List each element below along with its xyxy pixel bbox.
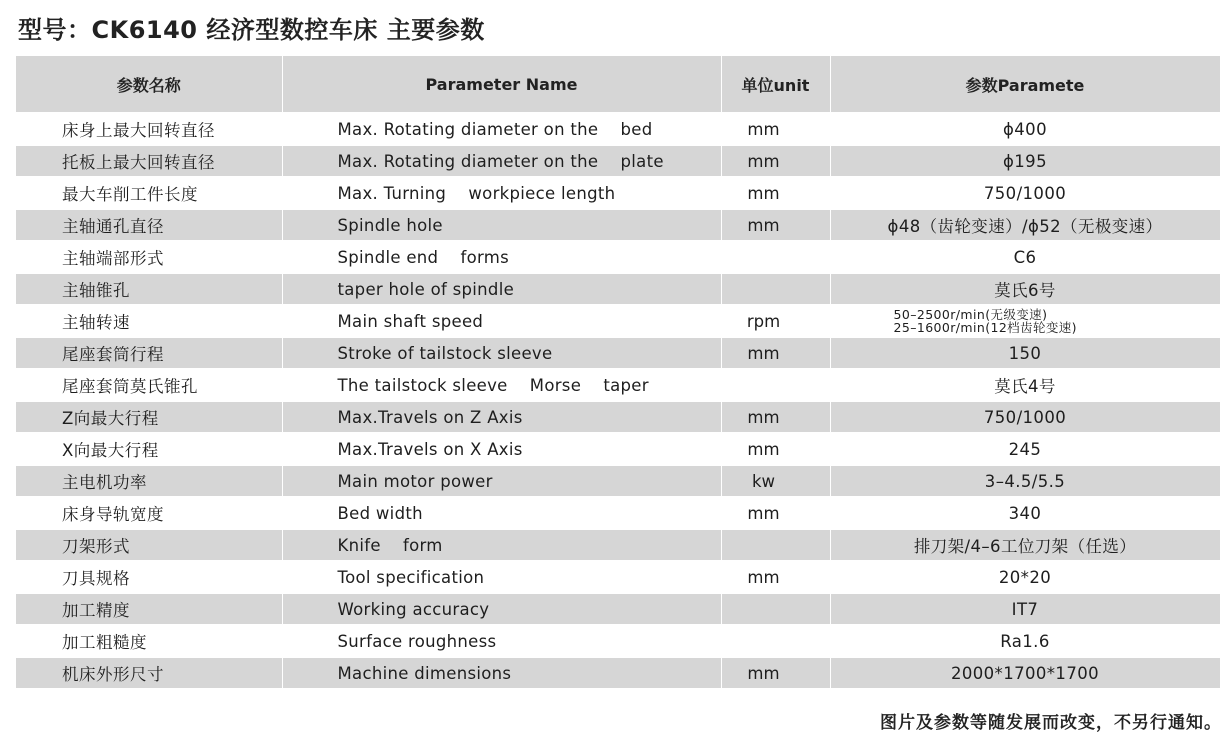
- param-name-cn: 刀具规格: [16, 561, 282, 593]
- param-name-en: Max. Rotating diameter on the bed: [282, 113, 721, 145]
- header-en-name: Parameter Name: [282, 56, 721, 113]
- param-name-en: Bed width: [282, 497, 721, 529]
- param-value-line: 25–1600r/min(12档齿轮变速): [893, 320, 1077, 335]
- param-unit: mm: [721, 337, 830, 369]
- param-name-en: Max. Rotating diameter on the plate: [282, 145, 721, 177]
- param-name-cn: 主轴转速: [16, 305, 282, 337]
- param-name-cn: X向最大行程: [16, 433, 282, 465]
- param-name-cn: 托板上最大回转直径: [16, 145, 282, 177]
- param-unit: mm: [721, 497, 830, 529]
- param-name-cn: 主轴锥孔: [16, 273, 282, 305]
- header-value: 参数Paramete: [830, 56, 1220, 113]
- param-unit: mm: [721, 561, 830, 593]
- param-name-cn: 最大车削工件长度: [16, 177, 282, 209]
- table-row: [16, 593, 1220, 625]
- param-name-cn: 加工精度: [16, 593, 282, 625]
- param-value: 莫氏4号: [830, 369, 1220, 401]
- param-unit: mm: [721, 433, 830, 465]
- param-name-en: Machine dimensions: [282, 657, 721, 689]
- param-name-en: Surface roughness: [282, 625, 721, 657]
- param-name-en: Max. Turning workpiece length: [282, 177, 721, 209]
- param-value: Ra1.6: [830, 625, 1220, 657]
- param-name-cn: 机床外形尺寸: [16, 657, 282, 689]
- param-value: ϕ48（齿轮变速）/ϕ52（无极变速）: [830, 209, 1220, 241]
- param-name-cn: Z向最大行程: [16, 401, 282, 433]
- table-row: [16, 369, 1220, 401]
- param-name-en: taper hole of spindle: [282, 273, 721, 305]
- table-row: [16, 465, 1220, 497]
- param-unit: mm: [721, 657, 830, 689]
- param-unit: mm: [721, 177, 830, 209]
- table-row: [16, 657, 1220, 689]
- table-row: [16, 177, 1220, 209]
- param-value: 20*20: [830, 561, 1220, 593]
- param-value: 排刀架/4–6工位刀架（任选）: [830, 529, 1220, 561]
- param-name-en: Max.Travels on Z Axis: [282, 401, 721, 433]
- table-row: [16, 433, 1220, 465]
- param-name-en: The tailstock sleeve Morse taper: [282, 369, 721, 401]
- param-name-en: Knife form: [282, 529, 721, 561]
- param-name-cn: 尾座套筒行程: [16, 337, 282, 369]
- spec-table: [16, 56, 1221, 690]
- param-unit: mm: [721, 145, 830, 177]
- param-name-cn: 主轴端部形式: [16, 241, 282, 273]
- table-row: [16, 497, 1220, 529]
- param-unit: mm: [721, 113, 830, 145]
- param-unit: [721, 529, 830, 561]
- param-unit: mm: [721, 401, 830, 433]
- param-name-cn: 尾座套筒莫氏锥孔: [16, 369, 282, 401]
- param-name-cn: 主轴通孔直径: [16, 209, 282, 241]
- param-value: IT7: [830, 593, 1220, 625]
- table-header-row: [16, 56, 1220, 113]
- param-value: 3–4.5/5.5: [830, 465, 1220, 497]
- param-name-cn: 主电机功率: [16, 465, 282, 497]
- param-unit: rpm: [721, 305, 830, 337]
- param-name-cn: 床身导轨宽度: [16, 497, 282, 529]
- param-name-en: Main motor power: [282, 465, 721, 497]
- table-row: [16, 209, 1220, 241]
- header-cn-name: 参数名称: [16, 56, 282, 113]
- param-unit: [721, 241, 830, 273]
- param-name-en: Working accuracy: [282, 593, 721, 625]
- table-row: [16, 305, 1220, 337]
- spec-table-body: [16, 113, 1220, 689]
- page-title: 型号：CK6140 经济型数控车床 主要参数: [18, 16, 485, 44]
- table-row: [16, 241, 1220, 273]
- param-name-en: Tool specification: [282, 561, 721, 593]
- param-unit: [721, 593, 830, 625]
- param-name-en: Max.Travels on X Axis: [282, 433, 721, 465]
- table-row: [16, 273, 1220, 305]
- param-unit: mm: [721, 209, 830, 241]
- param-unit: [721, 625, 830, 657]
- footnote: 图片及参数等随发展而改变，不另行通知。: [880, 713, 1222, 733]
- param-value: 2000*1700*1700: [830, 657, 1220, 689]
- param-unit: kw: [721, 465, 830, 497]
- param-unit: [721, 369, 830, 401]
- param-value: 莫氏6号: [830, 273, 1220, 305]
- table-row: [16, 113, 1220, 145]
- param-name-en: Spindle end forms: [282, 241, 721, 273]
- param-value: 150: [830, 337, 1220, 369]
- table-row: [16, 145, 1220, 177]
- param-name-en: Spindle hole: [282, 209, 721, 241]
- table-row: [16, 561, 1220, 593]
- table-row: [16, 625, 1220, 657]
- table-row: [16, 529, 1220, 561]
- param-name-cn: 刀架形式: [16, 529, 282, 561]
- param-name-cn: 加工粗糙度: [16, 625, 282, 657]
- param-value: 340: [830, 497, 1220, 529]
- header-unit: 单位unit: [721, 56, 830, 113]
- param-value: 750/1000: [830, 401, 1220, 433]
- param-unit: [721, 273, 830, 305]
- param-value: [830, 305, 1220, 337]
- param-name-en: Main shaft speed: [282, 305, 721, 337]
- table-row: [16, 401, 1220, 433]
- param-name-en: Stroke of tailstock sleeve: [282, 337, 721, 369]
- param-value: 750/1000: [830, 177, 1220, 209]
- param-value: ϕ400: [830, 113, 1220, 145]
- table-row: [16, 337, 1220, 369]
- param-value-line: 50–2500r/min(无级变速): [893, 307, 1048, 322]
- param-name-cn: 床身上最大回转直径: [16, 113, 282, 145]
- param-value: 245: [830, 433, 1220, 465]
- param-value: C6: [830, 241, 1220, 273]
- param-value: ϕ195: [830, 145, 1220, 177]
